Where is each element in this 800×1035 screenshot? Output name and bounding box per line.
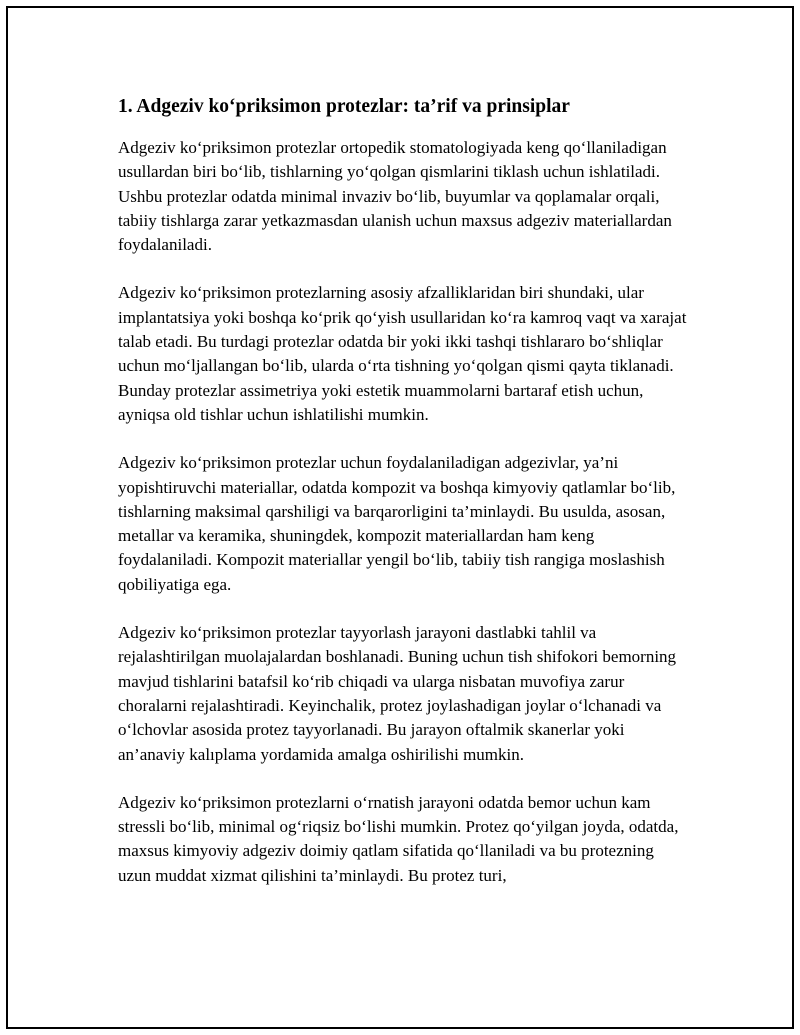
paragraph-3: Adgeziv ko‘priksimon protezlar uchun foydalaniladigan adgezivlar, ya’ni yopishtiruvchi materiallar, odatda kompozit va boshqa kimyoviy qatlamlar bo‘lib, tishlarning maksimal qarshiligi va barqarorligini ta’minlaydi. Bu usulda, asosan, metallar va keramika, shuningdek, kompozit materiallardan ham keng foydalaniladi. Kompozit materiallar yengil bo‘lib, tabiiy tish rangiga moslashish qobiliyatiga ega. bbox=[118, 453, 676, 594]
paragraph-4: Adgeziv ko‘priksimon protezlar tayyorlash jarayoni dastlabki tahlil va rejalashtirilgan muolajalardan boshlanadi. Buning uchun tish shifokori bemorning mavjud tishlarini batafsil ko‘rib chiqadi va ularga nisbatan muvofiya zarur choralarni rejalashtiradi. Keyinchalik, protez joylashadigan joylar o‘lchanadi va o‘lchovlar asosida protez tayyorlanadi. Bu jarayon oftalmik skanerlar yoki an’anaviy kalıplama yordamida amalga oshirilishi mumkin. bbox=[118, 623, 677, 764]
section-heading: 1. Adgeziv ko‘priksimon protezlar: ta’rif va prinsiplar bbox=[118, 96, 570, 117]
document-body bbox=[118, 94, 688, 912]
paragraph-5: Adgeziv ko‘priksimon protezlarni o‘rnatish jarayoni odatda bemor uchun kam stressli bo‘lib, minimal og‘riqsiz bo‘lishi mumkin. Protez qo‘yilgan joyda, odatda, maxsus kimyoviy adgeziv doimiy qatlam sifatida qo‘llaniladi va bu protezning uzun muddat xizmat qilishini ta’minlaydi. Bu protez turi, bbox=[118, 792, 679, 885]
paragraph-1: Adgeziv ko‘priksimon protezlar ortopedik stomatologiyada keng qo‘llaniladigan usullardan biri bo‘lib, tishlarning yo‘qolgan qismlarini tiklash uchun ishlatiladi. Ushbu protezlar odatda minimal invaziv bo‘lib, buyumlar va qoplamalar orqali, tabiiy tishlarga zarar yetkazmasdan ulanish uchun maxsus adgeziv materiallardan foydalaniladi. bbox=[118, 138, 672, 255]
paragraph-2: Adgeziv ko‘priksimon protezlarning asosiy afzalliklaridan biri shundaki, ular implantatsiya yoki boshqa ko‘prik qo‘yish usullaridan ko‘ra kamroq vaqt va xarajat talab etadi. Bu turdagi protezlar odatda bir yoki ikki tashqi tishlararo bo‘shliqlar uchun mo‘ljallangan bo‘lib, ularda o‘rta tishning yo‘qolgan qismi qayta tiklanadi. Bunday protezlar assimetriya yoki estetik muammolarni bartaraf etish uchun, ayniqsa old tishlar uchun ishlatilishi mumkin. bbox=[118, 283, 687, 424]
